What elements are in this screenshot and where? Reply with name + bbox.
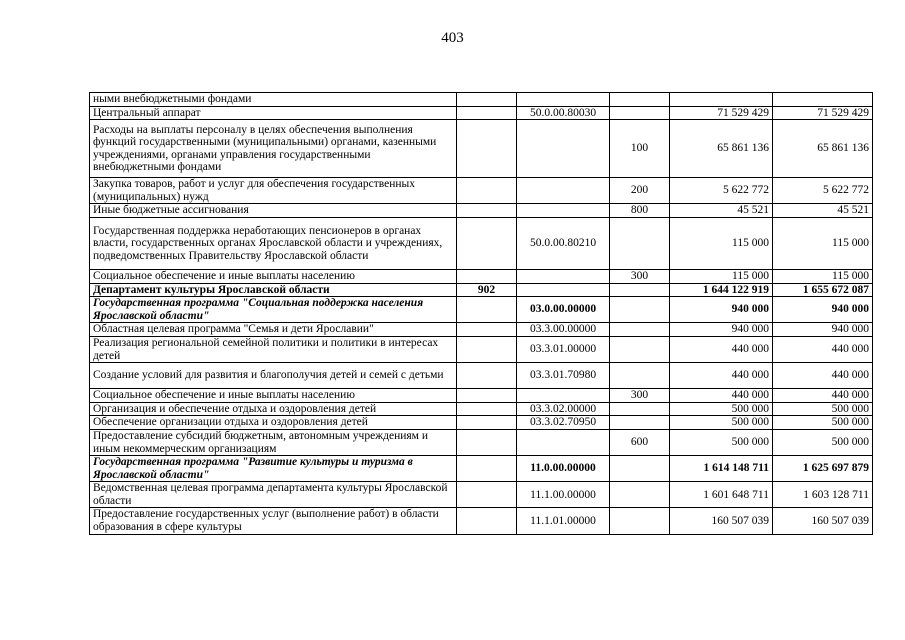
row-dept-code (457, 482, 517, 508)
row-name: Иные бюджетные ассигнования (90, 204, 457, 218)
row-name: Центральный аппарат (90, 106, 457, 120)
row-name: Предоставление субсидий бюджетным, автономным учреждениям и иным некоммерческим организациям (90, 429, 457, 455)
row-sum-year-2: 65 861 136 (773, 120, 873, 178)
row-sum-year-2: 440 000 (773, 336, 873, 362)
row-dept-code (457, 402, 517, 416)
row-dept-code (457, 336, 517, 362)
row-name: Предоставление государственных услуг (выполнение работ) в области образования в сфере культуры (90, 508, 457, 534)
row-expense-type: 100 (610, 120, 670, 178)
row-expense-type (610, 456, 670, 482)
row-sum-year-1: 440 000 (670, 336, 773, 362)
table-row (90, 269, 873, 283)
row-expense-type (610, 323, 670, 337)
table-row (90, 106, 873, 120)
row-name: Ведомственная целевая программа департамента культуры Ярославской области (90, 482, 457, 508)
row-sum-year-2: 160 507 039 (773, 508, 873, 534)
row-sum-year-1: 1 614 148 711 (670, 456, 773, 482)
row-sum-year-1: 1 644 122 919 (670, 283, 773, 297)
table-row (90, 178, 873, 204)
row-target-article: 03.3.00.00000 (517, 323, 610, 337)
table-row (90, 204, 873, 218)
row-target-article (517, 93, 610, 107)
row-sum-year-1: 440 000 (670, 363, 773, 389)
row-name: Государственная программа "Социальная поддержка населения Ярославской области" (90, 297, 457, 323)
row-sum-year-1: 940 000 (670, 323, 773, 337)
row-name: Создание условий для развития и благополучия детей и семей с детьми (90, 363, 457, 389)
table-row (90, 336, 873, 362)
row-dept-code (457, 106, 517, 120)
table-row (90, 482, 873, 508)
row-dept-code (457, 389, 517, 403)
row-name: Закупка товаров, работ и услуг для обеспечения государственных (муниципальных) нужд (90, 178, 457, 204)
row-target-article (517, 389, 610, 403)
row-expense-type: 300 (610, 389, 670, 403)
row-expense-type (610, 93, 670, 107)
row-name: Департамент культуры Ярославской области (90, 283, 457, 297)
row-sum-year-1: 71 529 429 (670, 106, 773, 120)
row-target-article (517, 429, 610, 455)
row-sum-year-1 (670, 93, 773, 107)
row-dept-code (457, 456, 517, 482)
row-name: Социальное обеспечение и иные выплаты населению (90, 389, 457, 403)
budget-table (89, 92, 873, 535)
row-sum-year-1: 940 000 (670, 297, 773, 323)
table-row (90, 389, 873, 403)
row-name: Обеспечение организации отдыха и оздоровления детей (90, 416, 457, 430)
row-sum-year-1: 65 861 136 (670, 120, 773, 178)
row-target-article (517, 204, 610, 218)
row-sum-year-1: 500 000 (670, 416, 773, 430)
row-sum-year-2: 71 529 429 (773, 106, 873, 120)
row-name: Реализация региональной семейной политики и политики в интересах детей (90, 336, 457, 362)
row-sum-year-1: 115 000 (670, 217, 773, 269)
row-dept-code (457, 217, 517, 269)
table-row (90, 283, 873, 297)
row-name: Государственная поддержка неработающих пенсионеров в органах власти, государственных органах Ярославской области и учреждениях, подведомственных Правительству Ярославской области (90, 217, 457, 269)
row-name: Государственная программа "Развитие культуры и туризма в Ярославской области" (90, 456, 457, 482)
row-expense-type (610, 508, 670, 534)
row-sum-year-2: 500 000 (773, 416, 873, 430)
row-target-article: 03.3.02.00000 (517, 402, 610, 416)
row-sum-year-2: 45 521 (773, 204, 873, 218)
row-target-article: 50.0.00.80030 (517, 106, 610, 120)
table-row (90, 402, 873, 416)
row-expense-type (610, 106, 670, 120)
page-number: 403 (441, 30, 464, 46)
budget-table-body (90, 93, 873, 535)
row-target-article: 03.3.01.70980 (517, 363, 610, 389)
row-expense-type (610, 297, 670, 323)
row-sum-year-1: 500 000 (670, 402, 773, 416)
row-sum-year-1: 160 507 039 (670, 508, 773, 534)
row-dept-code (457, 204, 517, 218)
row-dept-code (457, 93, 517, 107)
row-expense-type: 800 (610, 204, 670, 218)
row-expense-type: 200 (610, 178, 670, 204)
row-dept-code (457, 269, 517, 283)
row-name: Организация и обеспечение отдыха и оздоровления детей (90, 402, 457, 416)
table-row (90, 120, 873, 178)
row-sum-year-2: 500 000 (773, 429, 873, 455)
row-sum-year-2 (773, 93, 873, 107)
row-name: Социальное обеспечение и иные выплаты населению (90, 269, 457, 283)
row-sum-year-2: 440 000 (773, 389, 873, 403)
row-sum-year-2: 1 603 128 711 (773, 482, 873, 508)
row-sum-year-1: 440 000 (670, 389, 773, 403)
row-expense-type (610, 217, 670, 269)
row-dept-code (457, 508, 517, 534)
row-expense-type (610, 363, 670, 389)
row-target-article (517, 120, 610, 178)
row-expense-type (610, 416, 670, 430)
row-sum-year-1: 1 601 648 711 (670, 482, 773, 508)
row-sum-year-2: 440 000 (773, 363, 873, 389)
row-expense-type (610, 482, 670, 508)
row-target-article: 11.0.00.00000 (517, 456, 610, 482)
row-target-article: 11.1.01.00000 (517, 508, 610, 534)
row-name: Расходы на выплаты персоналу в целях обеспечения выполнения функций государственными (муниципальными) органами, казенными учреждениями, органами управления государственными внебюджетными фондами (90, 120, 457, 178)
row-sum-year-1: 500 000 (670, 429, 773, 455)
row-target-article: 03.3.02.70950 (517, 416, 610, 430)
row-target-article (517, 178, 610, 204)
row-target-article: 03.0.00.00000 (517, 297, 610, 323)
table-row (90, 363, 873, 389)
row-sum-year-2: 115 000 (773, 269, 873, 283)
row-expense-type (610, 402, 670, 416)
row-dept-code (457, 416, 517, 430)
row-sum-year-2: 940 000 (773, 297, 873, 323)
row-target-article: 50.0.00.80210 (517, 217, 610, 269)
row-name: Областная целевая программа "Семья и дети Ярославии" (90, 323, 457, 337)
table-row (90, 416, 873, 430)
row-sum-year-2: 1 655 672 087 (773, 283, 873, 297)
row-sum-year-1: 5 622 772 (670, 178, 773, 204)
table-row (90, 429, 873, 455)
row-name: ными внебюджетными фондами (90, 93, 457, 107)
row-sum-year-2: 1 625 697 879 (773, 456, 873, 482)
row-dept-code (457, 363, 517, 389)
table-row (90, 93, 873, 107)
row-dept-code (457, 120, 517, 178)
row-dept-code (457, 297, 517, 323)
row-sum-year-2: 500 000 (773, 402, 873, 416)
table-row (90, 323, 873, 337)
row-sum-year-2: 940 000 (773, 323, 873, 337)
row-sum-year-1: 45 521 (670, 204, 773, 218)
row-target-article (517, 283, 610, 297)
row-dept-code (457, 323, 517, 337)
row-expense-type (610, 283, 670, 297)
row-sum-year-2: 115 000 (773, 217, 873, 269)
table-row (90, 217, 873, 269)
row-dept-code: 902 (457, 283, 517, 297)
row-target-article: 11.1.00.00000 (517, 482, 610, 508)
row-dept-code (457, 429, 517, 455)
row-target-article (517, 269, 610, 283)
table-row (90, 456, 873, 482)
row-expense-type: 300 (610, 269, 670, 283)
table-row (90, 297, 873, 323)
row-sum-year-2: 5 622 772 (773, 178, 873, 204)
row-dept-code (457, 178, 517, 204)
row-sum-year-1: 115 000 (670, 269, 773, 283)
row-expense-type: 600 (610, 429, 670, 455)
row-expense-type (610, 336, 670, 362)
table-row (90, 508, 873, 534)
row-target-article: 03.3.01.00000 (517, 336, 610, 362)
